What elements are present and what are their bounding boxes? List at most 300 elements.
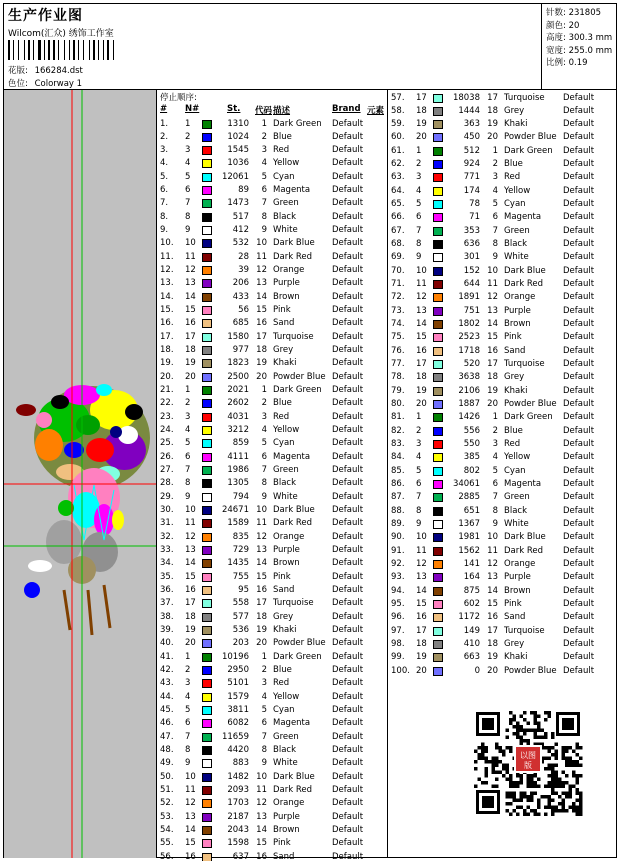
stop-number: 37. bbox=[160, 598, 174, 609]
stitch-count: 1580 bbox=[227, 331, 249, 342]
thread-code: 20 bbox=[487, 399, 498, 410]
stop-number: 69. bbox=[391, 252, 405, 263]
thread-code: 15 bbox=[256, 838, 267, 849]
color-swatch bbox=[433, 453, 443, 462]
stop-number: 92. bbox=[391, 559, 405, 570]
stop-number: 14. bbox=[160, 291, 174, 302]
thread-brand: Default bbox=[332, 758, 364, 769]
thread-code: 15 bbox=[487, 599, 498, 610]
color-swatch bbox=[202, 826, 212, 835]
stop-number: 48. bbox=[160, 745, 174, 755]
stitch-count: 685 bbox=[232, 318, 249, 329]
thread-brand: Default bbox=[332, 265, 364, 276]
needle-number: 7 bbox=[416, 225, 422, 236]
thread-description: Sand bbox=[273, 585, 295, 596]
stop-number: 21. bbox=[160, 385, 174, 396]
thread-code: 4 bbox=[261, 691, 267, 702]
thread-brand: Default bbox=[332, 531, 364, 542]
color-swatch bbox=[202, 199, 212, 208]
needle-number: 6 bbox=[185, 718, 191, 729]
stop-number: 51. bbox=[160, 785, 174, 795]
thread-description: Dark Blue bbox=[273, 771, 315, 782]
thread-description: Blue bbox=[504, 159, 523, 170]
needle-number: 14 bbox=[416, 585, 427, 596]
stop-number: 44. bbox=[160, 691, 174, 702]
needle-number: 9 bbox=[416, 519, 422, 530]
stitch-count: 24671 bbox=[221, 505, 249, 516]
thread-description: Black bbox=[504, 505, 527, 516]
stop-row bbox=[157, 624, 387, 637]
stop-row bbox=[388, 171, 617, 184]
stop-row bbox=[157, 824, 387, 837]
thread-code: 9 bbox=[261, 225, 267, 236]
stop-number: 8. bbox=[160, 211, 169, 222]
color-swatch bbox=[433, 94, 443, 103]
needle-number: 13 bbox=[416, 572, 427, 583]
color-swatch bbox=[433, 467, 443, 476]
stop-row bbox=[388, 545, 617, 558]
stop-number: 96. bbox=[391, 612, 405, 623]
stitch-count: 71 bbox=[469, 212, 480, 223]
stop-row bbox=[388, 371, 617, 384]
thread-description: Cyan bbox=[273, 705, 295, 716]
stop-number: 78. bbox=[391, 372, 405, 383]
stop-number: 97. bbox=[391, 625, 405, 636]
thread-code: 3 bbox=[261, 678, 267, 689]
stop-row bbox=[388, 118, 617, 131]
needle-number: 7 bbox=[185, 198, 191, 209]
color-swatch bbox=[202, 786, 212, 795]
thread-brand: Default bbox=[332, 731, 364, 742]
needle-number: 12 bbox=[416, 559, 427, 570]
thread-description: Khaki bbox=[504, 385, 528, 396]
needle-number: 20 bbox=[416, 132, 427, 143]
stop-number: 66. bbox=[391, 212, 405, 223]
thread-code: 3 bbox=[261, 411, 267, 422]
color-swatch bbox=[202, 599, 212, 608]
thread-description: Purple bbox=[504, 305, 531, 316]
color-swatch bbox=[202, 373, 212, 382]
thread-brand: Default bbox=[563, 505, 595, 516]
stop-number: 77. bbox=[391, 359, 405, 370]
stop-number: 13. bbox=[160, 278, 174, 289]
thread-brand: Default bbox=[332, 438, 364, 449]
needle-number: 19 bbox=[185, 625, 196, 636]
thread-code: 2 bbox=[261, 398, 267, 409]
stop-row bbox=[157, 277, 387, 290]
color-swatch bbox=[433, 293, 443, 302]
thread-description: Magenta bbox=[273, 451, 311, 462]
thread-brand: Default bbox=[563, 532, 595, 543]
thread-description: Grey bbox=[273, 611, 294, 622]
needle-number: 6 bbox=[416, 212, 422, 223]
thread-description: Dark Green bbox=[273, 651, 322, 662]
needle-number: 6 bbox=[416, 479, 422, 490]
stitch-count: 2885 bbox=[458, 492, 480, 503]
thread-code: 14 bbox=[487, 585, 498, 596]
needle-number: 5 bbox=[416, 199, 422, 210]
thread-description: Orange bbox=[504, 559, 536, 570]
needle-number: 15 bbox=[416, 599, 427, 610]
color-swatch bbox=[433, 173, 443, 182]
stop-row bbox=[388, 158, 617, 171]
thread-code: 11 bbox=[487, 279, 498, 290]
stop-number: 54. bbox=[160, 824, 174, 835]
color-swatch bbox=[202, 613, 212, 622]
thread-code: 12 bbox=[487, 292, 498, 303]
stop-row bbox=[388, 278, 617, 291]
thread-code: 12 bbox=[256, 531, 267, 542]
thread-code: 19 bbox=[487, 119, 498, 130]
thread-brand: Default bbox=[332, 451, 364, 462]
needle-number: 15 bbox=[185, 571, 196, 582]
stop-number: 49. bbox=[160, 758, 174, 769]
color-swatch bbox=[202, 479, 212, 488]
stop-row bbox=[157, 517, 387, 530]
thread-brand: Default bbox=[563, 545, 595, 556]
thread-code: 17 bbox=[256, 331, 267, 342]
stitch-count: 141 bbox=[463, 559, 480, 570]
needle-number: 6 bbox=[185, 185, 191, 196]
thread-code: 17 bbox=[487, 359, 498, 370]
needle-number: 17 bbox=[416, 92, 427, 103]
stop-row bbox=[157, 717, 387, 730]
thread-brand: Default bbox=[332, 478, 364, 489]
stitch-count: 1435 bbox=[227, 558, 249, 569]
thread-description: Pink bbox=[273, 838, 291, 849]
color-swatch bbox=[202, 706, 212, 715]
stop-number: 2. bbox=[160, 131, 169, 142]
stop-number: 72. bbox=[391, 292, 405, 303]
stitch-count: 1579 bbox=[227, 691, 249, 702]
thread-brand: Default bbox=[332, 411, 364, 422]
stop-row bbox=[157, 237, 387, 250]
stitch-count: 78 bbox=[469, 199, 480, 210]
needle-number: 19 bbox=[416, 385, 427, 396]
thread-description: Purple bbox=[273, 278, 300, 289]
stitch-count: 1367 bbox=[458, 519, 480, 530]
stitch-count: 2106 bbox=[458, 385, 480, 396]
stat-colors-label: 颜色: bbox=[546, 20, 566, 31]
stop-row bbox=[157, 691, 387, 704]
needle-number: 20 bbox=[185, 638, 196, 649]
stop-number: 85. bbox=[391, 465, 405, 476]
color-swatch bbox=[202, 506, 212, 515]
needle-number: 1 bbox=[416, 145, 422, 156]
color-swatch bbox=[433, 480, 443, 489]
thread-description: Pink bbox=[273, 305, 291, 316]
thread-brand: Default bbox=[563, 132, 595, 143]
stop-row bbox=[157, 531, 387, 544]
stitch-count: 2602 bbox=[227, 398, 249, 409]
stitch-count: 95 bbox=[238, 585, 249, 596]
color-swatch bbox=[433, 573, 443, 582]
stitch-count: 1891 bbox=[458, 292, 480, 303]
color-swatch bbox=[202, 653, 212, 662]
stop-number: 16. bbox=[160, 318, 174, 329]
thread-description: Cyan bbox=[504, 199, 526, 210]
stop-number: 1. bbox=[160, 118, 169, 129]
stitch-count: 1981 bbox=[458, 532, 480, 543]
stop-row bbox=[388, 211, 617, 224]
stop-number: 39. bbox=[160, 625, 174, 636]
stop-row bbox=[157, 317, 387, 330]
colorway-info bbox=[8, 77, 82, 89]
thread-brand: Default bbox=[563, 225, 595, 236]
stop-number: 35. bbox=[160, 571, 174, 582]
stop-number: 83. bbox=[391, 439, 405, 450]
needle-number: 14 bbox=[185, 558, 196, 569]
thread-brand: Default bbox=[332, 638, 364, 649]
thread-code: 10 bbox=[487, 265, 498, 276]
thread-code: 3 bbox=[492, 439, 498, 450]
thread-description: Dark Green bbox=[273, 118, 322, 129]
stop-number: 64. bbox=[391, 185, 405, 196]
stitch-count: 3212 bbox=[227, 425, 249, 436]
thread-brand: Default bbox=[332, 158, 364, 169]
stat-stitches-value: 231805 bbox=[568, 8, 602, 18]
stop-number: 59. bbox=[391, 119, 405, 130]
color-swatch bbox=[433, 213, 443, 222]
thread-code: 9 bbox=[261, 758, 267, 769]
stitch-count: 11659 bbox=[221, 731, 249, 742]
thread-description: Red bbox=[273, 411, 290, 422]
stop-number: 74. bbox=[391, 319, 405, 330]
stop-row bbox=[388, 585, 617, 598]
thread-description: Blue bbox=[504, 425, 523, 436]
stop-row bbox=[388, 558, 617, 571]
thread-brand: Default bbox=[332, 305, 364, 316]
barcode bbox=[8, 40, 132, 60]
thread-description: Khaki bbox=[504, 119, 528, 130]
thread-brand: Default bbox=[332, 691, 364, 702]
stop-row bbox=[157, 544, 387, 557]
stop-number: 88. bbox=[391, 505, 405, 516]
color-swatch bbox=[433, 187, 443, 196]
color-swatch bbox=[202, 519, 212, 528]
stitch-count: 10196 bbox=[221, 651, 249, 662]
thread-code: 16 bbox=[256, 318, 267, 329]
thread-description: Grey bbox=[504, 639, 525, 650]
header-stitches: St. bbox=[227, 104, 241, 114]
color-swatch bbox=[202, 639, 212, 648]
needle-number: 15 bbox=[416, 332, 427, 343]
thread-description: Grey bbox=[504, 372, 525, 383]
stop-row bbox=[157, 637, 387, 650]
stitch-count: 450 bbox=[463, 132, 480, 143]
thread-brand: Default bbox=[332, 371, 364, 382]
color-swatch bbox=[433, 600, 443, 609]
thread-code: 17 bbox=[487, 625, 498, 636]
color-swatch bbox=[433, 280, 443, 289]
thread-code: 9 bbox=[261, 491, 267, 502]
stop-row bbox=[157, 837, 387, 850]
thread-brand: Default bbox=[332, 705, 364, 716]
page-title: 生产作业图 bbox=[8, 8, 83, 24]
stop-number: 99. bbox=[391, 652, 405, 663]
stitch-count: 12061 bbox=[221, 171, 249, 182]
colorway-value: Colorway 1 bbox=[34, 79, 83, 89]
stop-row bbox=[157, 704, 387, 717]
thread-description: Brown bbox=[273, 824, 300, 835]
thread-description: Dark Green bbox=[504, 412, 553, 423]
thread-brand: Default bbox=[563, 332, 595, 343]
needle-number: 9 bbox=[185, 491, 191, 502]
stitch-count: 1473 bbox=[227, 198, 249, 209]
needle-number: 16 bbox=[416, 345, 427, 356]
needle-number: 3 bbox=[185, 678, 191, 689]
stitch-count: 1986 bbox=[227, 465, 249, 476]
stop-row bbox=[157, 424, 387, 437]
needle-number: 5 bbox=[185, 438, 191, 449]
thread-description: Magenta bbox=[504, 212, 542, 223]
thread-description: Red bbox=[273, 145, 290, 156]
stop-row bbox=[157, 771, 387, 784]
needle-number: 2 bbox=[416, 425, 422, 436]
stop-number: 95. bbox=[391, 599, 405, 610]
thread-description: Purple bbox=[273, 545, 300, 556]
color-swatch bbox=[202, 439, 212, 448]
stop-row bbox=[157, 797, 387, 810]
stop-number: 76. bbox=[391, 345, 405, 356]
color-swatch bbox=[202, 493, 212, 502]
thread-code: 5 bbox=[261, 171, 267, 182]
stamp-text-top: 以图 bbox=[520, 751, 536, 760]
thread-brand: Default bbox=[332, 491, 364, 502]
stop-row bbox=[157, 557, 387, 570]
thread-description: Cyan bbox=[273, 171, 295, 182]
thread-code: 3 bbox=[261, 145, 267, 156]
thread-description: Black bbox=[504, 239, 527, 250]
color-swatch bbox=[433, 347, 443, 356]
color-swatch bbox=[202, 773, 212, 782]
stitch-count: 6082 bbox=[227, 718, 249, 729]
thread-brand: Default bbox=[332, 118, 364, 129]
thread-description: Dark Red bbox=[504, 279, 544, 290]
color-swatch bbox=[202, 319, 212, 328]
stat-stitches-label: 针数: bbox=[546, 8, 566, 18]
stop-number: 98. bbox=[391, 639, 405, 650]
stop-number: 81. bbox=[391, 412, 405, 423]
thread-code: 3 bbox=[492, 172, 498, 183]
needle-number: 19 bbox=[416, 652, 427, 663]
needle-number: 11 bbox=[185, 785, 196, 795]
color-swatch bbox=[202, 386, 212, 395]
needle-number: 7 bbox=[185, 731, 191, 742]
color-swatch bbox=[433, 227, 443, 236]
stop-row bbox=[388, 92, 617, 105]
color-swatch bbox=[433, 653, 443, 662]
file-info bbox=[8, 64, 83, 76]
color-swatch bbox=[433, 333, 443, 342]
thread-brand: Default bbox=[563, 625, 595, 636]
thread-brand: Default bbox=[332, 625, 364, 636]
needle-number: 17 bbox=[185, 331, 196, 342]
stop-row bbox=[388, 105, 617, 118]
stop-number: 65. bbox=[391, 199, 405, 210]
header-element: 元素 bbox=[367, 106, 385, 116]
color-swatch bbox=[202, 759, 212, 768]
stop-row bbox=[388, 518, 617, 531]
needle-number: 2 bbox=[185, 665, 191, 676]
thread-brand: Default bbox=[332, 171, 364, 182]
needle-number: 2 bbox=[416, 159, 422, 170]
needle-number: 3 bbox=[416, 172, 422, 183]
thread-description: Dark Red bbox=[504, 545, 544, 556]
thread-code: 6 bbox=[261, 185, 267, 196]
needle-number: 5 bbox=[416, 465, 422, 476]
stop-number: 70. bbox=[391, 265, 405, 276]
thread-brand: Default bbox=[563, 119, 595, 130]
needle-number: 18 bbox=[185, 611, 196, 622]
stop-number: 30. bbox=[160, 505, 174, 516]
needle-number: 1 bbox=[185, 651, 191, 662]
needle-number: 3 bbox=[185, 411, 191, 422]
thread-description: Green bbox=[273, 198, 299, 209]
stop-row bbox=[157, 171, 387, 184]
company-name: Wilcom(汇众) 绣饰工作室 bbox=[8, 29, 114, 39]
color-swatch bbox=[433, 613, 443, 622]
color-swatch bbox=[433, 507, 443, 516]
stop-row bbox=[157, 651, 387, 664]
stop-number: 23. bbox=[160, 411, 174, 422]
color-swatch bbox=[433, 120, 443, 129]
stop-sequence-title: 停止顺序: bbox=[160, 93, 197, 103]
needle-number: 10 bbox=[185, 771, 196, 782]
needle-number: 8 bbox=[416, 239, 422, 250]
thread-description: Yellow bbox=[504, 452, 531, 463]
stop-number: 20. bbox=[160, 371, 174, 382]
color-swatch bbox=[202, 626, 212, 635]
stitch-count: 1823 bbox=[227, 358, 249, 369]
thread-brand: Default bbox=[563, 372, 595, 383]
color-swatch bbox=[202, 239, 212, 248]
stop-row bbox=[388, 145, 617, 158]
thread-brand: Default bbox=[332, 278, 364, 289]
stop-row bbox=[157, 211, 387, 224]
thread-code: 10 bbox=[256, 505, 267, 516]
thread-code: 4 bbox=[492, 185, 498, 196]
stop-row bbox=[157, 611, 387, 624]
thread-code: 4 bbox=[492, 452, 498, 463]
stitch-count: 859 bbox=[232, 438, 249, 449]
thread-code: 14 bbox=[256, 824, 267, 835]
qr-finder-top-left bbox=[476, 712, 500, 736]
stop-number: 50. bbox=[160, 771, 174, 782]
thread-brand: Default bbox=[563, 519, 595, 530]
thread-brand: Default bbox=[332, 598, 364, 609]
color-swatch bbox=[433, 160, 443, 169]
stitch-count: 1545 bbox=[227, 145, 249, 156]
stop-number: 5. bbox=[160, 171, 169, 182]
thread-code: 20 bbox=[487, 665, 498, 676]
stitch-count: 385 bbox=[463, 452, 480, 463]
stitch-count: 556 bbox=[463, 425, 480, 436]
stitch-count: 1310 bbox=[227, 118, 249, 129]
thread-description: Dark Blue bbox=[273, 505, 315, 516]
thread-code: 20 bbox=[256, 638, 267, 649]
stitch-count: 577 bbox=[232, 611, 249, 622]
needle-number: 1 bbox=[416, 412, 422, 423]
thread-brand: Default bbox=[563, 465, 595, 476]
thread-code: 4 bbox=[261, 158, 267, 169]
color-swatch bbox=[202, 679, 212, 688]
thread-brand: Default bbox=[332, 678, 364, 689]
stitch-count: 1024 bbox=[227, 131, 249, 142]
stitch-count: 433 bbox=[232, 291, 249, 302]
needle-number: 17 bbox=[185, 598, 196, 609]
stop-number: 79. bbox=[391, 385, 405, 396]
